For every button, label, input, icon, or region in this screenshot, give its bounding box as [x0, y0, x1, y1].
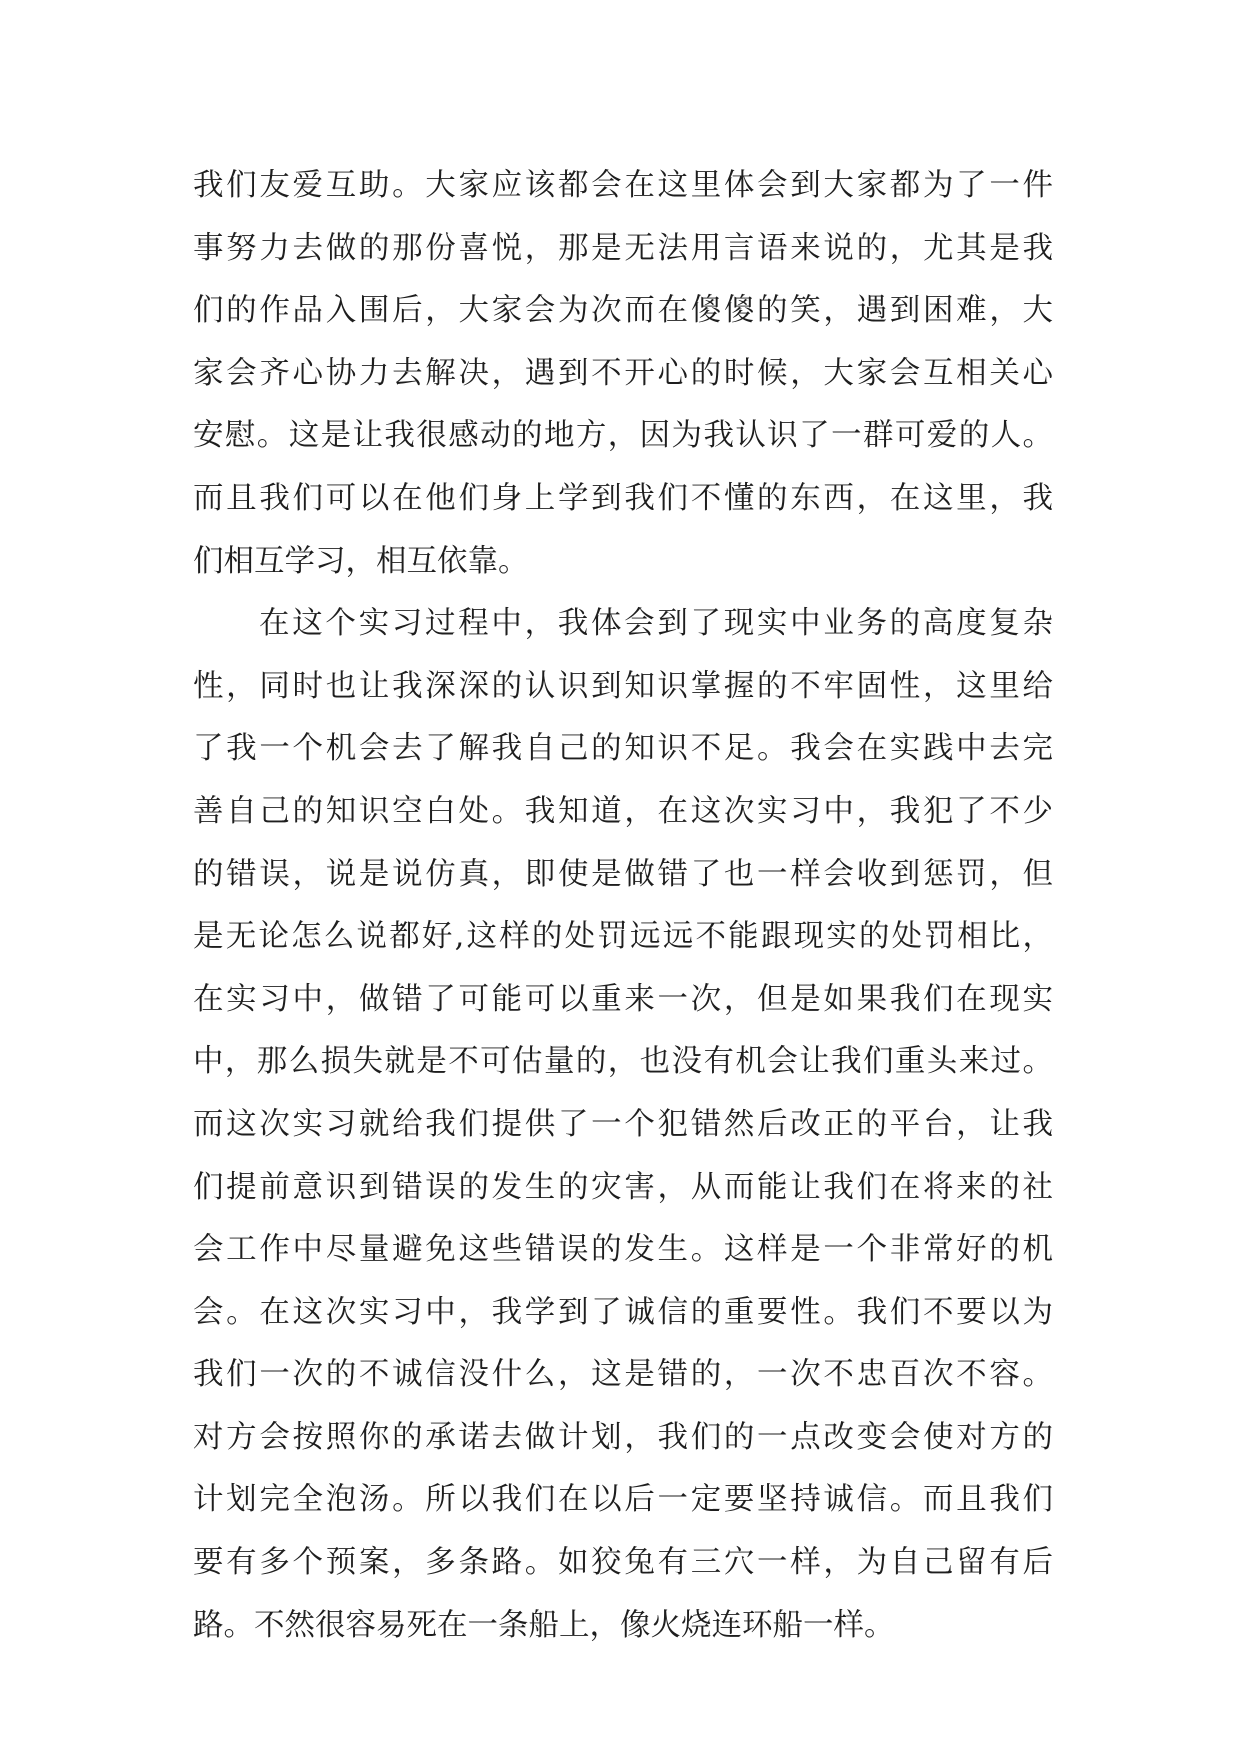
text-line: 对方会按照你的承诺去做计划，我们的一点改变会使对方的	[193, 1419, 1053, 1455]
text-line: 而这次实习就给我们提供了一个犯错然后改正的平台，让我	[193, 1106, 1053, 1142]
text-line: 事努力去做的那份喜悦，那是无法用言语来说的，尤其是我	[193, 230, 1053, 266]
text-line: 会。在这次实习中，我学到了诚信的重要性。我们不要以为	[193, 1294, 1053, 1330]
text-line: 在这个实习过程中，我体会到了现实中业务的高度复杂	[259, 606, 1053, 642]
text-line: 要有多个预案，多条路。如狡兔有三穴一样，为自己留有后	[193, 1545, 1053, 1581]
text-line: 是无论怎么说都好,这样的处罚远远不能跟现实的处罚相比，	[193, 919, 1053, 955]
text-line: 我们一次的不诚信没什么，这是错的，一次不忠百次不容。	[193, 1357, 1053, 1393]
text-line: 性，同时也让我深深的认识到知识掌握的不牢固性，这里给	[193, 668, 1053, 704]
text-line: 会工作中尽量避免这些错误的发生。这样是一个非常好的机	[193, 1232, 1053, 1268]
text-line: 家会齐心协力去解决，遇到不开心的时候，大家会互相关心	[193, 355, 1053, 391]
text-line: 中，那么损失就是不可估量的，也没有机会让我们重头来过。	[193, 1044, 1053, 1080]
text-line: 路。不然很容易死在一条船上，像火烧连环船一样。	[193, 1607, 895, 1643]
text-line: 在实习中，做错了可能可以重来一次，但是如果我们在现实	[193, 981, 1053, 1017]
text-line: 我们友爱互助。大家应该都会在这里体会到大家都为了一件	[193, 168, 1053, 203]
text-line: 计划完全泡汤。所以我们在以后一定要坚持诚信。而且我们	[193, 1482, 1053, 1518]
text-line: 的错误，说是说仿真，即使是做错了也一样会收到惩罚，但	[193, 856, 1053, 892]
text-line: 们提前意识到错误的发生的灾害，从而能让我们在将来的社	[193, 1169, 1053, 1205]
text-line: 善自己的知识空白处。我知道，在这次实习中，我犯了不少	[193, 793, 1053, 829]
body-text	[193, 155, 1053, 1657]
text-line: 而且我们可以在他们身上学到我们不懂的东西，在这里，我	[193, 480, 1053, 516]
text-line: 们的作品入围后，大家会为次而在傻傻的笑，遇到困难，大	[193, 293, 1053, 329]
text-line: 了我一个机会去了解我自己的知识不足。我会在实践中去完	[193, 731, 1053, 767]
text-line: 们相互学习，相互依靠。	[193, 543, 529, 579]
text-line: 安慰。这是让我很感动的地方，因为我认识了一群可爱的人。	[193, 418, 1053, 454]
